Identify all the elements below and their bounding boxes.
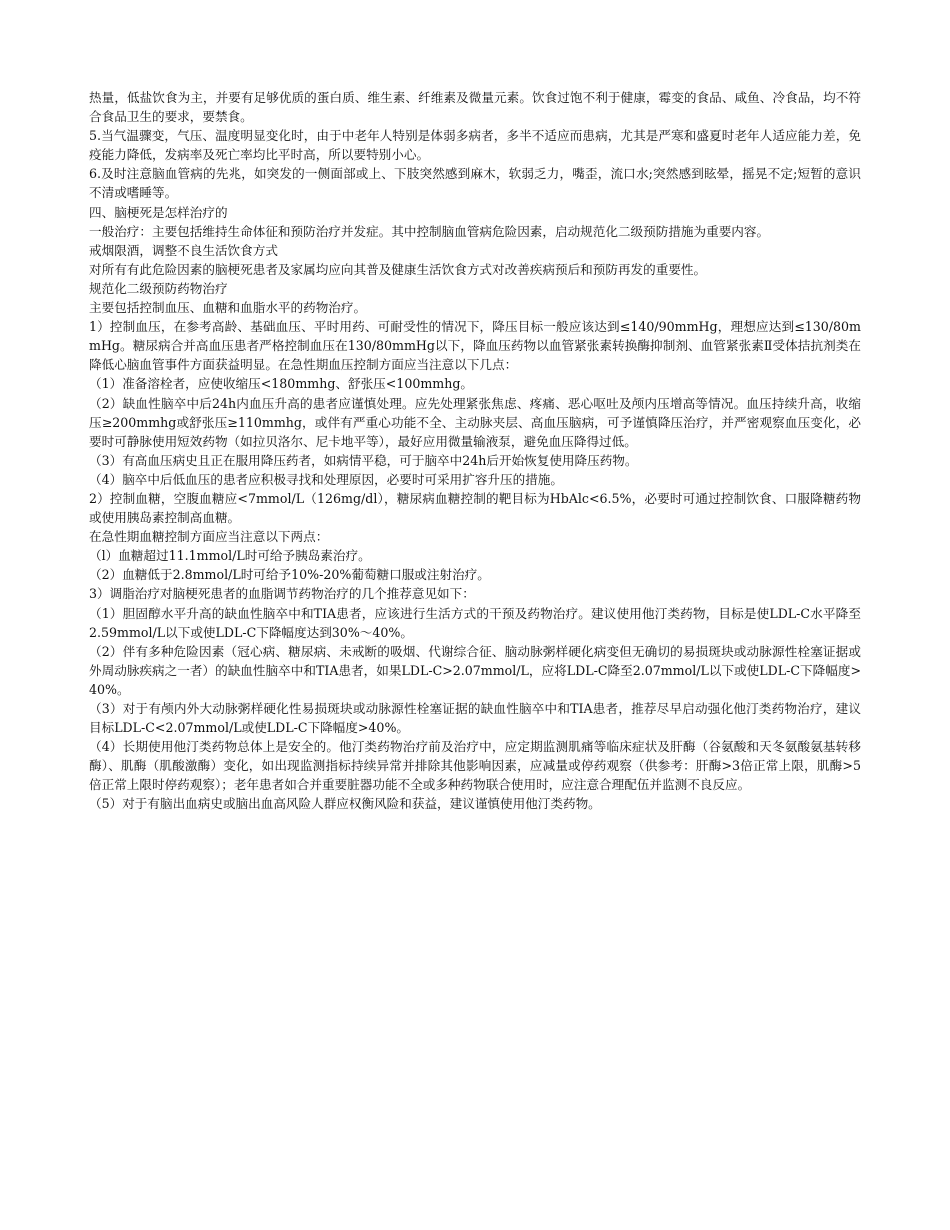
paragraph-lifestyle: 对所有有此危险因素的脑梗死患者及家属均应向其普及健康生活饮食方式对改善疾病预后和预防再发的重要性。 (89, 261, 707, 277)
paragraph-general-treatment: 一般治疗：主要包括维持生命体征和预防治疗并发症。其中控制脑血管病危险因素，启动规范化二级预防措施为重要内容。 (89, 223, 770, 239)
list-item-lipid-3: （3）对于有颅内外大动脉粥样硬化性易损斑块或动脉源性栓塞证据的缺血性脑卒中和TIA患者，推荐尽早启动强化他汀类药物治疗，建议目标LDL-C<2.07mmol/L或使LDL-C下降幅度>40%。 (89, 701, 861, 736)
list-item-bp-4: （4）脑卒中后低血压的患者应积极寻找和处理原因，必要时可采用扩容升压的措施。 (89, 471, 563, 487)
section-heading-treatment: 四、脑梗死是怎样治疗的 (89, 204, 228, 220)
paragraph-lipid: 3）调脂治疗对脑梗死患者的血脂调节药物治疗的几个推荐意见如下： (89, 586, 475, 602)
list-item-lipid-2: （2）伴有多种危险因素（冠心病、糖尿病、未戒断的吸烟、代谢综合征、脑动脉粥样硬化病变但无确切的易损斑块或动脉源性栓塞证据或外周动脉疾病之一者）的缺血性脑卒中和TIA患者，如果LDL-C>2.07mmol/L，应将LDL-C降至2.07mmol/L以下或使LDL-C下降幅度>40%。 (89, 643, 861, 697)
document-body (89, 88, 861, 814)
list-item-bs-1: （l）血糖超过11.1mmol/L时可给予胰岛素治疗。 (89, 548, 371, 564)
list-item-bs-2: （2）血糖低于2.8mmol/L时可给予10%-20%葡萄糖口服或注射治疗。 (89, 567, 490, 583)
list-item-bp-3: （3）有高血压病史且正在服用降压药者，如病情平稳，可于脑卒中24h后开始恢复使用降压药物。 (89, 452, 638, 468)
paragraph-blood-pressure: 1）控制血压，在参考高龄、基础血压、平时用药、可耐受性的情况下，降压目标一般应该达到≤140/90mmHg，理想应达到≤130/80mmHg。糖尿病合并高血压患者严格控制血压在130/80mmHg以下，降血压药物以血管紧张素转换酶抑制剂、血管紧张素Ⅱ受体拮抗剂类在降低心脑血管事件方面获益明显。在急性期血压控制方面应当注意以下几点： (89, 319, 861, 373)
paragraph-diet-continued: 热量，低盐饮食为主，并要有足够优质的蛋白质、维生素、纤维素及微量元素。饮食过饱不利于健康，霉变的食品、咸鱼、冷食品，均不符合食品卫生的要求，要禁食。 (89, 90, 861, 125)
paragraph-item-5-weather: 5.当气温骤变，气压、温度明显变化时，由于中老年人特别是体弱多病者，多半不适应而患病，尤其是严寒和盛夏时老年人适应能力差，免疫能力降低，发病率及死亡率均比平时高，所以要特别小心。 (89, 128, 861, 163)
subheading-lifestyle: 戒烟限酒，调整不良生活饮食方式 (89, 242, 278, 258)
paragraph-item-6-warning-signs: 6.及时注意脑血管病的先兆，如突发的一侧面部或上、下肢突然感到麻木，软弱乏力，嘴歪，流口水;突然感到眩晕，摇晃不定;短暂的意识不清或嗜睡等。 (89, 166, 861, 201)
list-item-lipid-5: （5）对于有脑出血病史或脑出血高风险人群应权衡风险和获益，建议谨慎使用他汀类药物。 (89, 796, 601, 812)
paragraph-blood-sugar: 2）控制血糖，空腹血糖应<7mmol/L（126mg/dl），糖尿病血糖控制的靶目标为HbAlc<6.5%，必要时可通过控制饮食、口服降糖药物或使用胰岛素控制高血糖。 (89, 490, 861, 526)
list-item-lipid-4: （4）长期使用他汀类药物总体上是安全的。他汀类药物治疗前及治疗中，应定期监测肌痛等临床症状及肝酶（谷氨酸和天冬氨酸氨基转移酶）、肌酶（肌酸激酶）变化，如出现监测指标持续异常并排除其他影响因素，应减量或停药观察（供参考：肝酶>3倍正常上限，肌酶>5倍正常上限时停药观察）；老年患者如合并重要脏器功能不全或多种药物联合使用时，应注意合理配伍并监测不良反应。 (89, 739, 861, 793)
list-item-bp-1: （1）准备溶栓者，应使收缩压<180mmhg、舒张压<100mmhg。 (89, 376, 473, 392)
paragraph-drug-scope: 主要包括控制血压、血糖和血脂水平的药物治疗。 (89, 300, 367, 316)
paragraph-blood-sugar-acute: 在急性期血糖控制方面应当注意以下两点： (89, 529, 329, 545)
list-item-lipid-1: （1）胆固醇水平升高的缺血性脑卒中和TIA患者，应该进行生活方式的干预及药物治疗。建议使用他汀类药物，目标是使LDL-C水平降至2.59mmol/L以下或使LDL-C下降幅度达到30%～40%。 (89, 605, 861, 640)
list-item-bp-2: （2）缺血性脑卒中后24h内血压升高的患者应谨慎处理。应先处理紧张焦虑、疼痛、恶心呕吐及颅内压增高等情况。血压持续升高，收缩压≥200mmhg或舒张压≥110mmhg，或伴有严重心功能不全、主动脉夹层、高血压脑病，可予谨慎降压治疗，并严密观察血压变化，必要时可静脉使用短效药物（如拉贝洛尔、尼卡地平等），最好应用微量输液泵，避免血压降得过低。 (89, 395, 861, 449)
subheading-secondary-prevention: 规范化二级预防药物治疗 (89, 280, 228, 296)
